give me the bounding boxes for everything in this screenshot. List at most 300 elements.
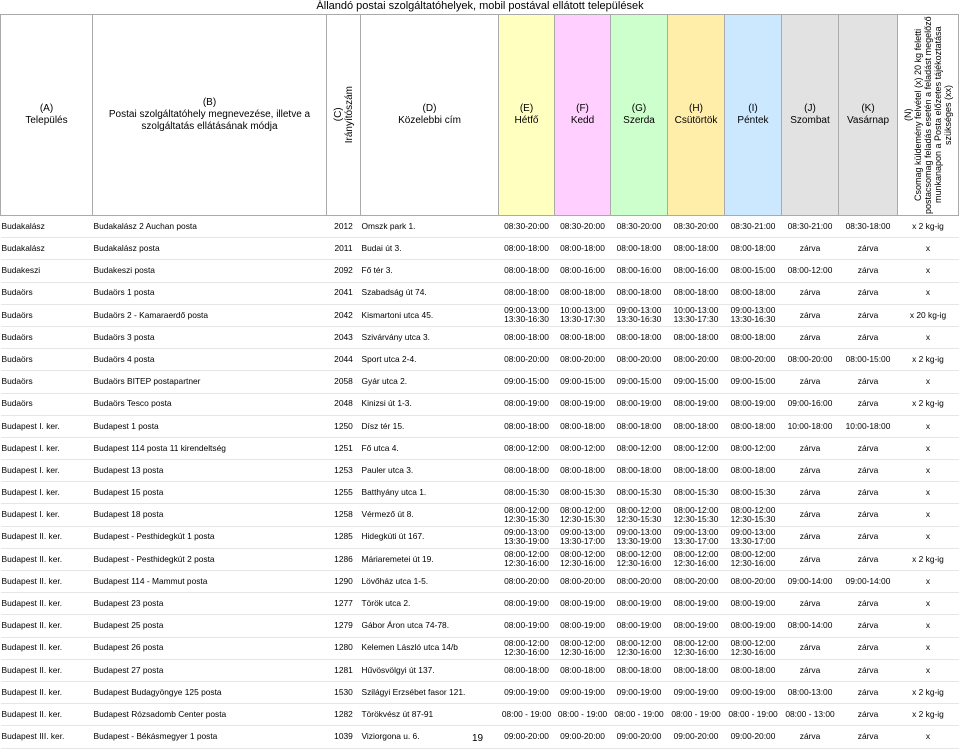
cell-monday: 09:00-20:00 (499, 726, 555, 748)
cell-postcode: 1285 (327, 526, 361, 548)
cell-parcel: x (898, 659, 959, 681)
cell-office-name: Budapest Budagyöngye 125 posta (93, 681, 327, 703)
cell-office-name: Budapest 13 posta (93, 460, 327, 482)
cell-wednesday: 08:00-19:00 (611, 615, 668, 637)
cell-saturday: 08:00-13:00 (782, 681, 839, 703)
cell-office-name: Budapest 114 - Mammut posta (93, 571, 327, 593)
cell-thursday: 09:00-19:00 (668, 681, 725, 703)
table-row (1, 326, 959, 348)
cell-settlement: Budapest I. ker. (1, 415, 93, 437)
header-j: (J) Szombat (782, 15, 839, 216)
cell-sunday: zárva (839, 482, 898, 504)
cell-friday: 08:00-18:00 (725, 415, 782, 437)
cell-parcel: x 2 kg-ig (898, 704, 959, 726)
table-row (1, 504, 959, 526)
table-row (1, 393, 959, 415)
cell-postcode: 1250 (327, 415, 361, 437)
cell-parcel: x 2 kg-ig (898, 349, 959, 371)
cell-sunday: zárva (839, 260, 898, 282)
cell-address: Fő utca 4. (361, 437, 499, 459)
cell-tuesday: 08:00-12:00 12:30-16:00 (555, 548, 611, 570)
cell-tuesday: 08:30-20:00 (555, 216, 611, 238)
cell-monday: 08:00-12:00 12:30-16:00 (499, 637, 555, 659)
cell-thursday: 08:00-19:00 (668, 615, 725, 637)
cell-address: Kelemen László utca 14/b (361, 637, 499, 659)
cell-wednesday: 08:00-18:00 (611, 282, 668, 304)
cell-address: Törökvész út 87-91 (361, 704, 499, 726)
table-row (1, 216, 959, 238)
cell-monday: 08:00-15:30 (499, 482, 555, 504)
table-row (1, 593, 959, 615)
cell-monday: 08:00-12:00 12:30-16:00 (499, 548, 555, 570)
cell-postcode: 2041 (327, 282, 361, 304)
cell-tuesday: 09:00-15:00 (555, 371, 611, 393)
cell-address: Kinizsi út 1-3. (361, 393, 499, 415)
cell-friday: 08:00-15:30 (725, 482, 782, 504)
cell-parcel: x (898, 571, 959, 593)
header-i: (I) Péntek (725, 15, 782, 216)
cell-wednesday: 08:00 - 19:00 (611, 704, 668, 726)
cell-saturday: zárva (782, 482, 839, 504)
cell-parcel: x (898, 415, 959, 437)
cell-sunday: zárva (839, 504, 898, 526)
cell-parcel: x (898, 482, 959, 504)
cell-settlement: Budaörs (1, 393, 93, 415)
cell-address: Hidegkúti út 167. (361, 526, 499, 548)
cell-thursday: 08:00-18:00 (668, 282, 725, 304)
cell-wednesday: 09:00-13:00 13:30-19:00 (611, 526, 668, 548)
cell-monday: 09:00-13:00 13:30-19:00 (499, 526, 555, 548)
cell-saturday: 08:00-20:00 (782, 349, 839, 371)
cell-settlement: Budaörs (1, 304, 93, 326)
table-row (1, 460, 959, 482)
cell-sunday: zárva (839, 726, 898, 748)
table-row (1, 437, 959, 459)
cell-postcode: 1251 (327, 437, 361, 459)
post-office-table (0, 14, 959, 749)
cell-tuesday: 08:00-16:00 (555, 260, 611, 282)
cell-office-name: Budapest 26 posta (93, 637, 327, 659)
cell-monday: 08:00-18:00 (499, 326, 555, 348)
cell-tuesday: 08:00-12:00 (555, 437, 611, 459)
cell-wednesday: 08:00-15:30 (611, 482, 668, 504)
header-n: (N) Csomag küldemény felvétel (x) 20 kg feletti postacsomag feladás esetén a feladást megelőző munkanapon a Posta előzetes tájékoztatása szükséges (xx) (898, 15, 959, 216)
cell-monday: 08:30-20:00 (499, 216, 555, 238)
cell-parcel: x (898, 637, 959, 659)
cell-parcel: x (898, 437, 959, 459)
cell-friday: 09:00-15:00 (725, 371, 782, 393)
cell-friday: 08:00-12:00 12:30-16:00 (725, 637, 782, 659)
table-row (1, 349, 959, 371)
cell-monday: 09:00-13:00 13:30-16:30 (499, 304, 555, 326)
cell-sunday: zárva (839, 704, 898, 726)
cell-wednesday: 08:30-20:00 (611, 216, 668, 238)
cell-monday: 09:00-15:00 (499, 371, 555, 393)
cell-thursday: 08:00-19:00 (668, 393, 725, 415)
cell-address: Viziorgona u. 6. (361, 726, 499, 748)
cell-thursday: 08:00-15:30 (668, 482, 725, 504)
cell-saturday: 09:00-14:00 (782, 571, 839, 593)
cell-friday: 08:00-18:00 (725, 282, 782, 304)
cell-thursday: 08:00 - 19:00 (668, 704, 725, 726)
cell-address: Dísz tér 15. (361, 415, 499, 437)
cell-wednesday: 08:00-18:00 (611, 238, 668, 260)
cell-office-name: Budakalász posta (93, 238, 327, 260)
cell-postcode: 1280 (327, 637, 361, 659)
cell-postcode: 2048 (327, 393, 361, 415)
cell-saturday: 09:00-16:00 (782, 393, 839, 415)
cell-address: Gábor Áron utca 74-78. (361, 615, 499, 637)
cell-saturday: zárva (782, 238, 839, 260)
cell-tuesday: 08:00-20:00 (555, 349, 611, 371)
cell-settlement: Budakeszi (1, 260, 93, 282)
cell-saturday: zárva (782, 726, 839, 748)
cell-address: Omszk park 1. (361, 216, 499, 238)
cell-office-name: Budapest - Pesthidegkút 1 posta (93, 526, 327, 548)
cell-postcode: 2012 (327, 216, 361, 238)
cell-settlement: Budapest II. ker. (1, 681, 93, 703)
cell-office-name: Budaörs BITEP postapartner (93, 371, 327, 393)
cell-thursday: 08:30-20:00 (668, 216, 725, 238)
cell-friday: 08:00-18:00 (725, 238, 782, 260)
cell-settlement: Budaörs (1, 326, 93, 348)
header-h: (H) Csütörtök (668, 15, 725, 216)
cell-wednesday: 08:00-18:00 (611, 415, 668, 437)
cell-tuesday: 08:00-20:00 (555, 571, 611, 593)
cell-tuesday: 09:00-19:00 (555, 681, 611, 703)
cell-postcode: 1258 (327, 504, 361, 526)
cell-tuesday: 08:00-18:00 (555, 282, 611, 304)
cell-office-name: Budaörs 3 posta (93, 326, 327, 348)
table-row (1, 371, 959, 393)
table-row (1, 260, 959, 282)
cell-monday: 08:00-19:00 (499, 593, 555, 615)
cell-tuesday: 08:00-19:00 (555, 393, 611, 415)
cell-thursday: 08:00-12:00 (668, 437, 725, 459)
cell-friday: 09:00-19:00 (725, 681, 782, 703)
cell-parcel: x (898, 260, 959, 282)
cell-sunday: zárva (839, 548, 898, 570)
table-row (1, 548, 959, 570)
cell-sunday: zárva (839, 282, 898, 304)
cell-parcel: x (898, 615, 959, 637)
cell-wednesday: 08:00-12:00 12:30-16:00 (611, 548, 668, 570)
cell-wednesday: 08:00-19:00 (611, 393, 668, 415)
cell-address: Sport utca 2-4. (361, 349, 499, 371)
cell-address: Lövőház utca 1-5. (361, 571, 499, 593)
cell-settlement: Budaörs (1, 349, 93, 371)
cell-postcode: 1279 (327, 615, 361, 637)
cell-monday: 08:00-18:00 (499, 238, 555, 260)
cell-monday: 08:00 - 19:00 (499, 704, 555, 726)
cell-parcel: x 2 kg-ig (898, 681, 959, 703)
cell-tuesday: 08:00-18:00 (555, 238, 611, 260)
cell-wednesday: 08:00-20:00 (611, 571, 668, 593)
cell-tuesday: 08:00-18:00 (555, 659, 611, 681)
cell-parcel: x (898, 460, 959, 482)
cell-address: Budai út 3. (361, 238, 499, 260)
cell-parcel: x (898, 326, 959, 348)
table-row (1, 615, 959, 637)
cell-friday: 08:00-18:00 (725, 460, 782, 482)
cell-thursday: 08:00-18:00 (668, 659, 725, 681)
cell-settlement: Budapest II. ker. (1, 704, 93, 726)
cell-office-name: Budapest 1 posta (93, 415, 327, 437)
cell-settlement: Budapest II. ker. (1, 571, 93, 593)
cell-office-name: Budapest 15 posta (93, 482, 327, 504)
cell-saturday: zárva (782, 637, 839, 659)
cell-monday: 09:00-19:00 (499, 681, 555, 703)
cell-friday: 08:00-19:00 (725, 615, 782, 637)
header-k: (K) Vasárnap (839, 15, 898, 216)
cell-postcode: 1039 (327, 726, 361, 748)
cell-thursday: 08:00-20:00 (668, 349, 725, 371)
cell-office-name: Budaörs 1 posta (93, 282, 327, 304)
cell-office-name: Budapest Rózsadomb Center posta (93, 704, 327, 726)
cell-tuesday: 08:00-19:00 (555, 615, 611, 637)
table-row (1, 415, 959, 437)
cell-parcel: x 2 kg-ig (898, 548, 959, 570)
cell-tuesday: 08:00-18:00 (555, 326, 611, 348)
cell-thursday: 08:00-12:00 12:30-16:00 (668, 637, 725, 659)
cell-postcode: 1277 (327, 593, 361, 615)
cell-tuesday: 09:00-20:00 (555, 726, 611, 748)
cell-office-name: Budapest - Pesthidegkút 2 posta (93, 548, 327, 570)
table-row (1, 704, 959, 726)
cell-parcel: x 20 kg-ig (898, 304, 959, 326)
cell-sunday: zárva (839, 437, 898, 459)
cell-office-name: Budaörs 2 - Kamaraerdő posta (93, 304, 327, 326)
cell-settlement: Budapest II. ker. (1, 548, 93, 570)
cell-wednesday: 09:00-20:00 (611, 726, 668, 748)
cell-wednesday: 08:00-12:00 12:30-16:00 (611, 637, 668, 659)
cell-parcel: x (898, 726, 959, 748)
cell-tuesday: 08:00-18:00 (555, 460, 611, 482)
cell-office-name: Budapest 23 posta (93, 593, 327, 615)
cell-monday: 08:00-18:00 (499, 282, 555, 304)
cell-sunday: zárva (839, 460, 898, 482)
cell-address: Szivárvány utca 3. (361, 326, 499, 348)
header-b: (B) Postai szolgáltatóhely megnevezése, illetve a szolgáltatás ellátásának módja (93, 15, 327, 216)
cell-thursday: 09:00-15:00 (668, 371, 725, 393)
cell-address: Batthyány utca 1. (361, 482, 499, 504)
cell-address: Vérmező út 8. (361, 504, 499, 526)
cell-sunday: zárva (839, 326, 898, 348)
cell-friday: 08:00 - 19:00 (725, 704, 782, 726)
cell-address: Hűvösvölgyi út 137. (361, 659, 499, 681)
cell-address: Pauler utca 3. (361, 460, 499, 482)
cell-sunday: zárva (839, 615, 898, 637)
cell-settlement: Budakalász (1, 216, 93, 238)
cell-monday: 08:00-19:00 (499, 393, 555, 415)
cell-saturday: zárva (782, 460, 839, 482)
cell-monday: 08:00-18:00 (499, 415, 555, 437)
cell-thursday: 08:00-18:00 (668, 238, 725, 260)
cell-saturday: zárva (782, 593, 839, 615)
cell-tuesday: 09:00-13:00 13:30-17:00 (555, 526, 611, 548)
cell-thursday: 08:00-19:00 (668, 593, 725, 615)
cell-settlement: Budapest II. ker. (1, 659, 93, 681)
cell-settlement: Budapest I. ker. (1, 482, 93, 504)
cell-office-name: Budakeszi posta (93, 260, 327, 282)
cell-postcode: 2043 (327, 326, 361, 348)
cell-settlement: Budapest II. ker. (1, 593, 93, 615)
cell-thursday: 10:00-13:00 13:30-17:30 (668, 304, 725, 326)
cell-address: Szilágyi Erzsébet fasor 121. (361, 681, 499, 703)
cell-wednesday: 08:00-12:00 (611, 437, 668, 459)
cell-wednesday: 09:00-15:00 (611, 371, 668, 393)
cell-thursday: 09:00-20:00 (668, 726, 725, 748)
cell-thursday: 08:00-18:00 (668, 460, 725, 482)
cell-postcode: 1255 (327, 482, 361, 504)
cell-address: Szabadság út 74. (361, 282, 499, 304)
cell-wednesday: 08:00-19:00 (611, 593, 668, 615)
cell-saturday: 08:30-21:00 (782, 216, 839, 238)
header-c: (C) Irányítószám (327, 15, 361, 216)
cell-wednesday: 08:00-18:00 (611, 659, 668, 681)
cell-address: Kismartoni utca 45. (361, 304, 499, 326)
cell-thursday: 08:00-16:00 (668, 260, 725, 282)
cell-saturday: zárva (782, 326, 839, 348)
cell-saturday: zárva (782, 504, 839, 526)
cell-postcode: 1290 (327, 571, 361, 593)
cell-wednesday: 08:00-16:00 (611, 260, 668, 282)
cell-sunday: zárva (839, 371, 898, 393)
table-row (1, 238, 959, 260)
cell-sunday: zárva (839, 393, 898, 415)
cell-saturday: 08:00 - 13:00 (782, 704, 839, 726)
cell-settlement: Budapest I. ker. (1, 460, 93, 482)
table-row (1, 659, 959, 681)
cell-monday: 08:00-20:00 (499, 571, 555, 593)
cell-postcode: 1253 (327, 460, 361, 482)
cell-saturday: zárva (782, 526, 839, 548)
cell-postcode: 2044 (327, 349, 361, 371)
cell-settlement: Budapest II. ker. (1, 615, 93, 637)
cell-postcode: 2011 (327, 238, 361, 260)
cell-parcel: x (898, 282, 959, 304)
table-row (1, 571, 959, 593)
cell-sunday: zárva (839, 593, 898, 615)
cell-saturday: zárva (782, 548, 839, 570)
cell-thursday: 08:00-18:00 (668, 326, 725, 348)
header-g: (G) Szerda (611, 15, 668, 216)
cell-address: Török utca 2. (361, 593, 499, 615)
cell-monday: 08:00-19:00 (499, 615, 555, 637)
cell-friday: 08:00-12:00 12:30-15:30 (725, 504, 782, 526)
cell-sunday: 09:00-14:00 (839, 571, 898, 593)
cell-friday: 09:00-13:00 13:30-16:30 (725, 304, 782, 326)
cell-monday: 08:00-20:00 (499, 349, 555, 371)
cell-tuesday: 08:00-19:00 (555, 593, 611, 615)
cell-office-name: Budapest 27 posta (93, 659, 327, 681)
cell-parcel: x (898, 526, 959, 548)
cell-settlement: Budapest II. ker. (1, 526, 93, 548)
cell-saturday: zárva (782, 282, 839, 304)
cell-saturday: 08:00-14:00 (782, 615, 839, 637)
table-row (1, 304, 959, 326)
table-row (1, 282, 959, 304)
cell-friday: 08:00-19:00 (725, 393, 782, 415)
cell-sunday: 08:00-15:00 (839, 349, 898, 371)
cell-sunday: zárva (839, 681, 898, 703)
cell-tuesday: 08:00-15:30 (555, 482, 611, 504)
cell-tuesday: 10:00-13:00 13:30-17:30 (555, 304, 611, 326)
cell-monday: 08:00-12:00 (499, 437, 555, 459)
cell-sunday: zárva (839, 238, 898, 260)
cell-tuesday: 08:00 - 19:00 (555, 704, 611, 726)
cell-monday: 08:00-18:00 (499, 260, 555, 282)
cell-sunday: zárva (839, 304, 898, 326)
cell-sunday: zárva (839, 526, 898, 548)
cell-friday: 08:00-20:00 (725, 571, 782, 593)
cell-postcode: 2092 (327, 260, 361, 282)
cell-parcel: x (898, 371, 959, 393)
cell-parcel: x 2 kg-ig (898, 216, 959, 238)
cell-settlement: Budakalász (1, 238, 93, 260)
page-title: Állandó postai szolgáltatóhelyek, mobil postával ellátott települések (316, 0, 644, 12)
cell-friday: 08:00-15:00 (725, 260, 782, 282)
cell-office-name: Budapest 18 posta (93, 504, 327, 526)
cell-friday: 09:00-13:00 13:30-17:00 (725, 526, 782, 548)
table-row (1, 526, 959, 548)
cell-monday: 08:00-18:00 (499, 659, 555, 681)
cell-postcode: 1286 (327, 548, 361, 570)
cell-monday: 08:00-12:00 12:30-15:30 (499, 504, 555, 526)
cell-thursday: 08:00-12:00 12:30-15:30 (668, 504, 725, 526)
cell-friday: 08:00-20:00 (725, 349, 782, 371)
cell-tuesday: 08:00-18:00 (555, 415, 611, 437)
cell-postcode: 2058 (327, 371, 361, 393)
cell-saturday: zárva (782, 304, 839, 326)
cell-settlement: Budapest II. ker. (1, 637, 93, 659)
cell-postcode: 1530 (327, 681, 361, 703)
cell-office-name: Budapest 25 posta (93, 615, 327, 637)
cell-sunday: 08:30-18:00 (839, 216, 898, 238)
cell-parcel: x (898, 593, 959, 615)
cell-saturday: zárva (782, 659, 839, 681)
cell-monday: 08:00-18:00 (499, 460, 555, 482)
cell-tuesday: 08:00-12:00 12:30-15:30 (555, 504, 611, 526)
cell-saturday: zárva (782, 437, 839, 459)
cell-friday: 09:00-20:00 (725, 726, 782, 748)
cell-sunday: zárva (839, 659, 898, 681)
cell-saturday: 08:00-12:00 (782, 260, 839, 282)
cell-office-name: Budakalász 2 Auchan posta (93, 216, 327, 238)
page-number: 19 (472, 733, 484, 744)
cell-thursday: 08:00-20:00 (668, 571, 725, 593)
cell-parcel: x 2 kg-ig (898, 393, 959, 415)
cell-office-name: Budapest 114 posta 11 kirendeltség (93, 437, 327, 459)
cell-wednesday: 09:00-13:00 13:30-16:30 (611, 304, 668, 326)
cell-friday: 08:00-12:00 (725, 437, 782, 459)
cell-friday: 08:30-21:00 (725, 216, 782, 238)
cell-office-name: Budaörs Tesco posta (93, 393, 327, 415)
cell-wednesday: 08:00-18:00 (611, 460, 668, 482)
cell-settlement: Budaörs (1, 282, 93, 304)
cell-friday: 08:00-18:00 (725, 326, 782, 348)
cell-postcode: 1281 (327, 659, 361, 681)
cell-settlement: Budapest I. ker. (1, 437, 93, 459)
cell-wednesday: 08:00-12:00 12:30-15:30 (611, 504, 668, 526)
header-f: (F) Kedd (555, 15, 611, 216)
cell-address: Fő tér 3. (361, 260, 499, 282)
cell-settlement: Budapest I. ker. (1, 504, 93, 526)
table-row (1, 681, 959, 703)
cell-friday: 08:00-19:00 (725, 593, 782, 615)
cell-office-name: Budapest - Békásmegyer 1 posta (93, 726, 327, 748)
cell-wednesday: 08:00-20:00 (611, 349, 668, 371)
